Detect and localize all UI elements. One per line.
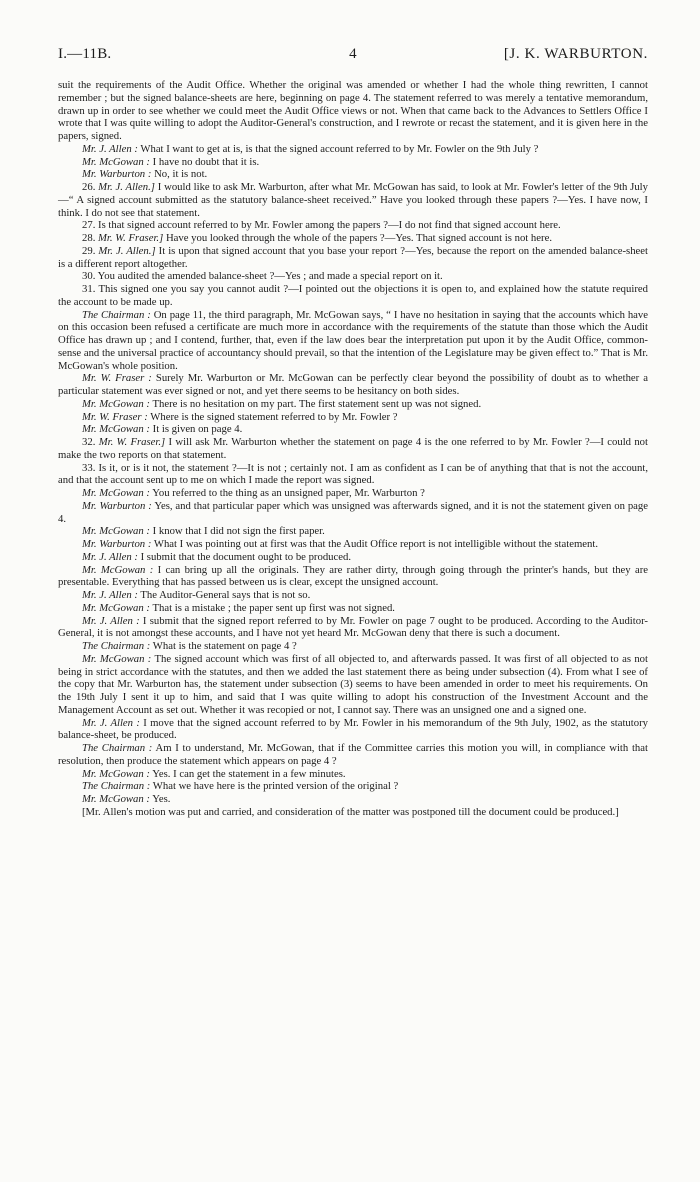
paragraph xyxy=(58,551,648,564)
paragraph xyxy=(58,653,648,717)
paragraph-text: Yes. xyxy=(149,793,171,805)
speaker-name: Mr. J. Allen.] xyxy=(98,244,156,257)
paragraph-text: I will ask Mr. Warburton whether the statement on page 4 is the one referred to by Mr. Fowler ?—I could not make the two reports on that statement. xyxy=(58,436,648,461)
paragraph-text: suit the requirements of the Audit Office. Whether the original was amended or whether I had the whole thing rewritten, I cannot remember ; but the signed balance-sheets are here, beginning on page 4. The statement referred to was merely a tentative memorandum, drawn up in order to see whether we could meet the Audit Office views or not. When that came back to the Advances to Settlers Office I wrote that I was quite willing to adopt the Auditor-General's construction, and I rewrote or recast the statement, and it is given here in the papers, signed. xyxy=(58,79,648,142)
paragraph-text: You referred to the thing as an unsigned paper, Mr. Warburton ? xyxy=(149,487,425,499)
paragraph xyxy=(58,283,648,309)
paragraph xyxy=(58,564,648,590)
speaker-name: Mr. J. Allen : xyxy=(82,550,138,563)
speaker-name: The Chairman : xyxy=(82,308,151,321)
paragraph xyxy=(58,156,648,169)
speaker-name: The Chairman : xyxy=(82,640,151,652)
speaker-name: The Chairman : xyxy=(82,742,153,754)
paragraph-text: 30. You audited the amended balance-sheet ?—Yes ; and made a special report on it. xyxy=(82,270,443,283)
paragraph xyxy=(58,219,648,232)
paragraph-text: 31. This signed one you say you cannot audit ?—I pointed out the objections it is open to, and explained how the statute required the account to be made up. xyxy=(58,283,648,308)
paragraph xyxy=(58,462,648,488)
speaker-name: Mr. W. Fraser : xyxy=(82,372,152,385)
speaker-name: Mr. W. Fraser : xyxy=(82,410,148,423)
paragraph xyxy=(58,423,648,436)
paragraph xyxy=(58,372,648,398)
speaker-name: Mr. McGowan : xyxy=(82,793,150,805)
speaker-name: Mr. W. Fraser.] xyxy=(98,436,166,448)
paragraph-text: What we have here is the printed version of the original ? xyxy=(150,780,399,793)
paragraph xyxy=(58,806,648,819)
question-number: 29. xyxy=(82,244,99,257)
paragraph xyxy=(58,245,648,271)
paragraph-text: I have no doubt that it is. xyxy=(149,155,260,168)
speaker-name: Mr. McGowan : xyxy=(82,397,150,410)
paragraph-text: Surely Mr. Warburton or Mr. McGowan can be perfectly clear beyond the possibility of doubt as to whether a particular statement was ever signed or not, and yet there seems to be hesitancy on both sides. xyxy=(58,372,648,397)
speaker-name: Mr. McGowan : xyxy=(82,155,150,168)
paragraph xyxy=(58,436,648,462)
paragraph-text: It is given on page 4. xyxy=(149,423,243,436)
paragraph xyxy=(58,181,648,219)
speaker-name: Mr. J. Allen : xyxy=(82,614,140,627)
paragraph xyxy=(58,232,648,245)
paragraph-text: The signed account which was first of all objected to, and afterwards passed. It was first of all objected to as not being in strict accordance with the statutes, and then we added the last statement there as being under subsection (4). From what I see of the copy that Mr. Warburton has, the statement under subsection (3) seems to have been amended in order to meet his requirements. On the 19th July I sent it up to him, and said that I was quite willing to adopt his construction of the Investment Account and the Management Account as set out. Whether it was recopied or not, I cannot say. There was an unsigned one and a signed one. xyxy=(58,652,648,716)
paragraph xyxy=(58,411,648,424)
paragraph-text: I submit that the signed report referred to by Mr. Fowler on page 7 ought to be produced. According to the Auditor-General, it is not amongst these accounts, and I have not yet heard Mr. McGowan deny that there is such a document. xyxy=(58,614,648,640)
paragraph-text: I move that the signed account referred to by Mr. Fowler in his memorandum of the 9th July, 1902, as the statutory balance-sheet, be produced. xyxy=(58,716,648,742)
paragraph xyxy=(58,525,648,538)
paragraph-text: 27. Is that signed account referred to by Mr. Fowler among the papers ?—I do not find that signed account here. xyxy=(82,219,561,232)
paragraph xyxy=(58,589,648,602)
question-number: 32. xyxy=(82,436,99,448)
paragraph xyxy=(58,538,648,551)
paragraph xyxy=(58,487,648,500)
paragraph-text: [Mr. Allen's motion was put and carried, and consideration of the matter was postponed till the document could be produced.] xyxy=(82,805,619,818)
speaker-name: Mr. McGowan : xyxy=(82,487,150,499)
paragraph xyxy=(58,717,648,743)
running-header xyxy=(58,46,648,68)
speaker-name: Mr. Warburton : xyxy=(82,499,152,512)
page-number: 4 xyxy=(349,46,357,62)
paragraph-text: There is no hesitation on my part. The first statement sent up was not signed. xyxy=(149,397,482,410)
paragraph xyxy=(58,79,648,143)
paragraph-text: On page 11, the third paragraph, Mr. McGowan says, “ I have no hesitation in saying that the accounts which have on this occasion been refused a certificate are much more in accordance with the requirements of the statute than those which the Audit Office has drawn up ; and I contend, further, that, even if the law does bear the interpretation put upon it by the Audit Office, common-sense and the universal practice of accountancy should prevail, so that the intention of the Legislature may be given effect to.” That is Mr. McGowan's whole position. xyxy=(58,308,649,372)
document-body xyxy=(58,79,648,819)
paragraph-text: Have you looked through the whole of the papers ?—Yes. That signed account is not here. xyxy=(163,232,552,244)
speaker-name: Mr. McGowan : xyxy=(82,423,150,436)
paragraph xyxy=(58,602,648,615)
speaker-name: The Chairman : xyxy=(82,780,151,793)
paragraph-text: The Auditor-General says that is not so. xyxy=(137,589,311,601)
paragraph-text: What I was pointing out at first was that the Audit Office report is not intelligible without the statement. xyxy=(151,538,599,550)
paragraph-text: That is a mistake ; the paper sent up first was not signed. xyxy=(149,601,395,614)
speaker-name: Mr. J. Allen : xyxy=(82,142,138,155)
speaker-name: Mr. McGowan : xyxy=(82,563,154,576)
paper-number: I.—11B. xyxy=(58,46,112,62)
paragraph xyxy=(58,780,648,793)
paragraph-text: Yes, and that particular paper which was unsigned was afterwards signed, and it is not the statement given on page 4. xyxy=(58,499,648,525)
paragraph xyxy=(58,398,648,411)
speaker-name: Mr. McGowan : xyxy=(82,652,152,665)
speaker-name: Mr. J. Allen.] xyxy=(98,181,155,193)
speaker-name: Mr. Warburton : xyxy=(82,538,152,550)
paragraph xyxy=(58,500,648,526)
speaker-name: Mr. J. Allen : xyxy=(82,589,138,601)
speaker-name: Mr. McGowan : xyxy=(82,601,150,614)
paragraph-text: I would like to ask Mr. Warburton, after what Mr. McGowan has said, to look at Mr. Fowler's letter of the 9th July—“ A signed account submitted as the statutory balance-sheet received.” Have you looked through these papers ?—Yes. I have now, I think. I do not see that statement. xyxy=(58,181,648,219)
paragraph-text: I know that I did not sign the first paper. xyxy=(149,525,325,538)
paragraph-text: 33. Is it, or is it not, the statement ?—It is not ; certainly not. I am as confident as I can be of anything that that is not the account, and that the account sent up to me on which I made the report was signed. xyxy=(58,461,648,487)
speaker-name: Mr. J. Allen : xyxy=(82,716,140,729)
paragraph xyxy=(58,143,648,156)
paragraph xyxy=(58,768,648,781)
paragraph xyxy=(58,270,648,283)
paragraph-text: What I want to get at is, is that the signed account referred to by Mr. Fowler on the 9th July ? xyxy=(137,142,539,155)
question-number: 28. xyxy=(82,232,99,244)
paragraph xyxy=(58,793,648,806)
paragraph xyxy=(58,168,648,181)
paragraph xyxy=(58,742,648,768)
question-number: 26. xyxy=(82,181,99,193)
witness-name: [J. K. WARBURTON. xyxy=(503,46,648,62)
paragraph-text: I can bring up all the originals. They are rather dirty, through going through the printer's hands, but they are presentable. Everything that has passed between us is clear, except the unsigned account. xyxy=(58,563,648,589)
paragraph-text: No, it is not. xyxy=(151,168,208,181)
paragraph-text: Yes. I can get the statement in a few minutes. xyxy=(149,767,346,780)
paragraph xyxy=(58,640,648,653)
speaker-name: Mr. W. Fraser.] xyxy=(98,232,164,244)
paragraph-text: What is the statement on page 4 ? xyxy=(150,640,297,652)
speaker-name: Mr. McGowan : xyxy=(82,525,150,538)
paragraph-text: I submit that the document ought to be produced. xyxy=(137,550,352,563)
paragraph xyxy=(58,615,648,641)
speaker-name: Mr. Warburton : xyxy=(82,168,152,181)
paragraph xyxy=(58,309,648,373)
speaker-name: Mr. McGowan : xyxy=(82,767,150,780)
paragraph-text: Where is the signed statement referred to by Mr. Fowler ? xyxy=(147,410,398,423)
paragraph-text: Am I to understand, Mr. McGowan, that if the Committee carries this motion you will, in compliance with that resolution, then produce the statement which appears on page 4 ? xyxy=(58,742,648,767)
paragraph-text: It is upon that signed account that you base your report ?—Yes, because the report on the amended balance-sheet is a different report altogether. xyxy=(58,244,649,270)
